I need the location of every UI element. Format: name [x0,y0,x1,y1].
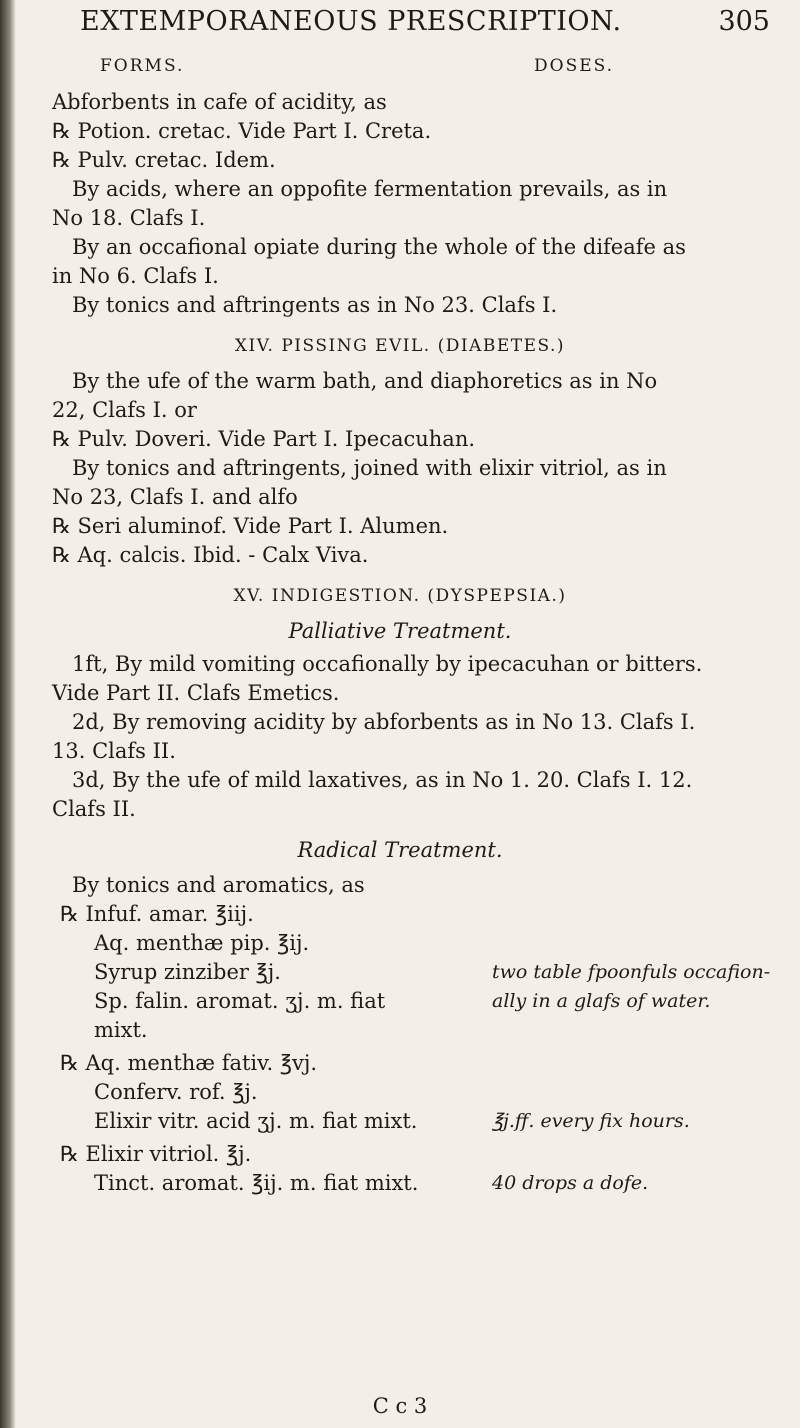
text-line: By tonics and aftringents, joined with elixir vitriol, as in [72,456,667,480]
page-body [30,88,770,1198]
signature-mark: C c 3 [372,1394,428,1418]
prescription-line [30,1049,770,1078]
text-line: 2d, By removing acidity by abforbents as in No 13. Clafs I. [72,710,696,734]
text-line: Vide Part II. Clafs Emetics. [52,681,340,705]
text-line: No 23, Clafs I. and alfo [52,485,298,509]
section-heading-dyspepsia: XV. INDIGESTION. (DYSPEPSIA.) [233,586,567,606]
text-line: 22, Clafs I. or [52,398,197,422]
text-line: By tonics and aromatics, as [72,873,365,897]
text-line: 13. Clafs II. [52,739,176,763]
doses-column-header: DOSES. [534,56,615,76]
column-headers [100,56,740,86]
prescription-line [30,1169,770,1198]
prescription-form: ℞ Aq. menthæ fativ. ℥vj. [60,1051,318,1075]
text-line: No 18. Clafs I. [52,206,206,230]
text-line: in No 6. Clafs I. [52,264,219,288]
text-line: By tonics and aftringents as in No 23. Clafs I. [72,293,558,317]
prescription-form: Conferv. rof. ℥j. [94,1080,258,1104]
book-binding-edge [0,0,16,1428]
prescription-line [30,958,770,987]
text-line: ℞ Pulv. Doveri. Vide Part I. Ipecacuhan. [52,427,476,451]
prescription-line [30,1016,770,1045]
prescription-form: Aq. menthæ pip. ℥ij. [94,931,310,955]
text-line: 1ft, By mild vomiting occafionally by ipecacuhan or bitters. [72,652,703,676]
radical-subheading: Radical Treatment. [297,838,503,862]
prescription-dose: two table fpoonfuls occafion- [492,961,771,983]
section-heading-diabetes: XIV. PISSING EVIL. (DIABETES.) [234,336,566,356]
prescription-form: Elixir vitr. acid ʒj. m. fiat mixt. [94,1109,418,1133]
forms-column-header: FORMS. [100,56,185,76]
text-line: By acids, where an oppofite fermentation prevails, as in [72,177,668,201]
prescription-form: ℞ Infuf. amar. ℥iij. [60,902,254,926]
text-line: ℞ Aq. calcis. Ibid. - Calx Viva. [52,543,369,567]
palliative-subheading: Palliative Treatment. [288,619,512,643]
prescription-form: Tinct. aromat. ℥ij. m. fiat mixt. [94,1171,419,1195]
text-line: By the ufe of the warm bath, and diaphoretics as in No [72,369,658,393]
prescription-form: Syrup zinziber ℥j. [94,960,281,984]
prescription-dose: 40 drops a dofe. [492,1172,649,1194]
page-number: 305 [718,6,770,37]
text-line: Clafs II. [52,797,136,821]
prescription-line [30,1107,770,1136]
prescription-line [30,1078,770,1107]
prescription-line [30,929,770,958]
prescription-dose: ally in a glafs of water. [492,990,711,1012]
prescription-form: Sp. falin. aromat. ʒj. m. fiat [94,989,386,1013]
text-line: Abforbents in cafe of acidity, as [52,90,387,114]
prescription-line [30,900,770,929]
running-header [80,6,770,46]
text-line: ℞ Pulv. cretac. Idem. [52,148,276,172]
prescription-line [30,987,770,1016]
text-line: ℞ Seri aluminof. Vide Part I. Alumen. [52,514,449,538]
prescription-dose: ℥j.ff. every fix hours. [492,1110,690,1132]
prescription-form: mixt. [94,1018,148,1042]
text-line: 3d, By the ufe of mild laxatives, as in No 1. 20. Clafs I. 12. [72,768,693,792]
prescription-form: ℞ Elixir vitriol. ℥j. [60,1142,252,1166]
text-line: ℞ Potion. cretac. Vide Part I. Creta. [52,119,432,143]
page-title: EXTEMPORANEOUS PRESCRIPTION. [80,6,622,37]
prescription-line [30,1140,770,1169]
text-line: By an occafional opiate during the whole of the difeafe as [72,235,686,259]
